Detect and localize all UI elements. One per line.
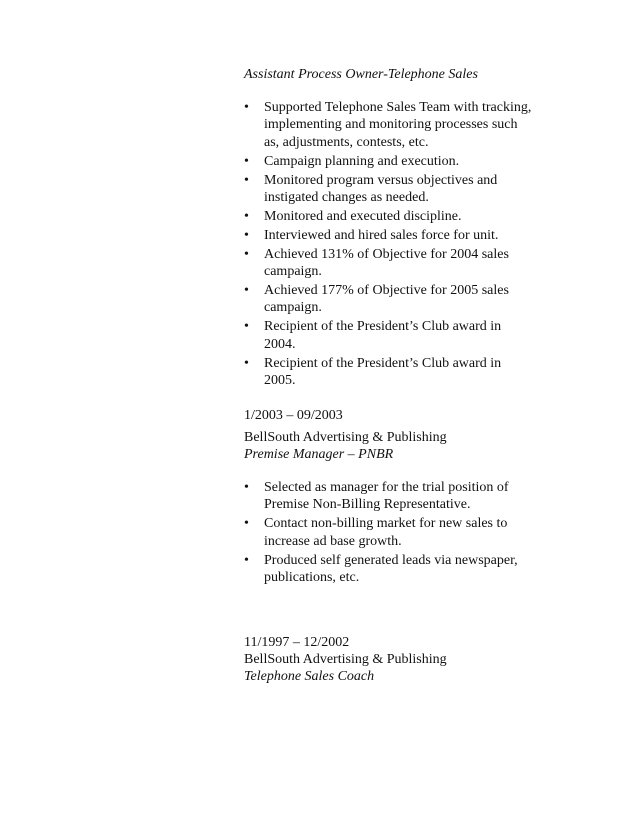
bullet-icon: •: [244, 153, 249, 169]
section1-bullet-list: [244, 99, 564, 391]
list-item: • Monitored program versus objectives and instigated changes as needed.: [244, 172, 498, 206]
job-title-premise-manager: Premise Manager – PNBR: [244, 447, 394, 462]
job-title-telephone-sales-coach: Telephone Sales Coach: [244, 669, 375, 684]
bullet-icon: •: [244, 208, 249, 224]
job-dates: 11/1997 – 12/2002: [244, 635, 350, 650]
list-item: • Recipient of the President’s Club award in 2004.: [244, 319, 502, 352]
job-title-assistant-process-owner: Assistant Process Owner-Telephone Sales: [244, 67, 478, 82]
list-item: • Campaign planning and execution.: [244, 153, 460, 169]
list-item: • Monitored and executed discipline.: [244, 208, 462, 224]
list-item: • Recipient of the President’s Club award in 2005.: [244, 355, 502, 389]
section2-bullet-list: [244, 479, 564, 588]
list-item: • Achieved 177% of Objective for 2005 sales campaign.: [244, 283, 509, 316]
bullet-icon: •: [244, 319, 249, 335]
list-item: • Produced self generated leads via newspaper, publications, etc.: [244, 552, 518, 586]
job-dates: 1/2003 – 09/2003: [244, 408, 343, 423]
bullet-icon: •: [244, 480, 249, 495]
bullet-icon: •: [244, 100, 249, 115]
bullet-icon: •: [244, 283, 249, 299]
company-name: BellSouth Advertising & Publishing: [244, 430, 447, 445]
list-item: • Contact non-billing market for new sales to increase ad base growth.: [244, 516, 508, 549]
bullet-icon: •: [244, 246, 249, 262]
list-item: • Selected as manager for the trial position of Premise Non-Billing Representative.: [244, 480, 509, 513]
list-item: • Achieved 131% of Objective for 2004 sales campaign.: [244, 246, 509, 280]
company-name: BellSouth Advertising & Publishing: [244, 652, 447, 667]
bullet-icon: •: [244, 516, 249, 532]
list-item: • Supported Telephone Sales Team with tracking, implementing and monitoring processes such as, adjustments, contests, etc.: [244, 100, 532, 150]
bullet-icon: •: [244, 227, 249, 243]
bullet-icon: •: [244, 172, 249, 188]
list-item: • Interviewed and hired sales force for unit.: [244, 227, 499, 243]
bullet-icon: •: [244, 552, 249, 568]
bullet-icon: •: [244, 355, 249, 371]
